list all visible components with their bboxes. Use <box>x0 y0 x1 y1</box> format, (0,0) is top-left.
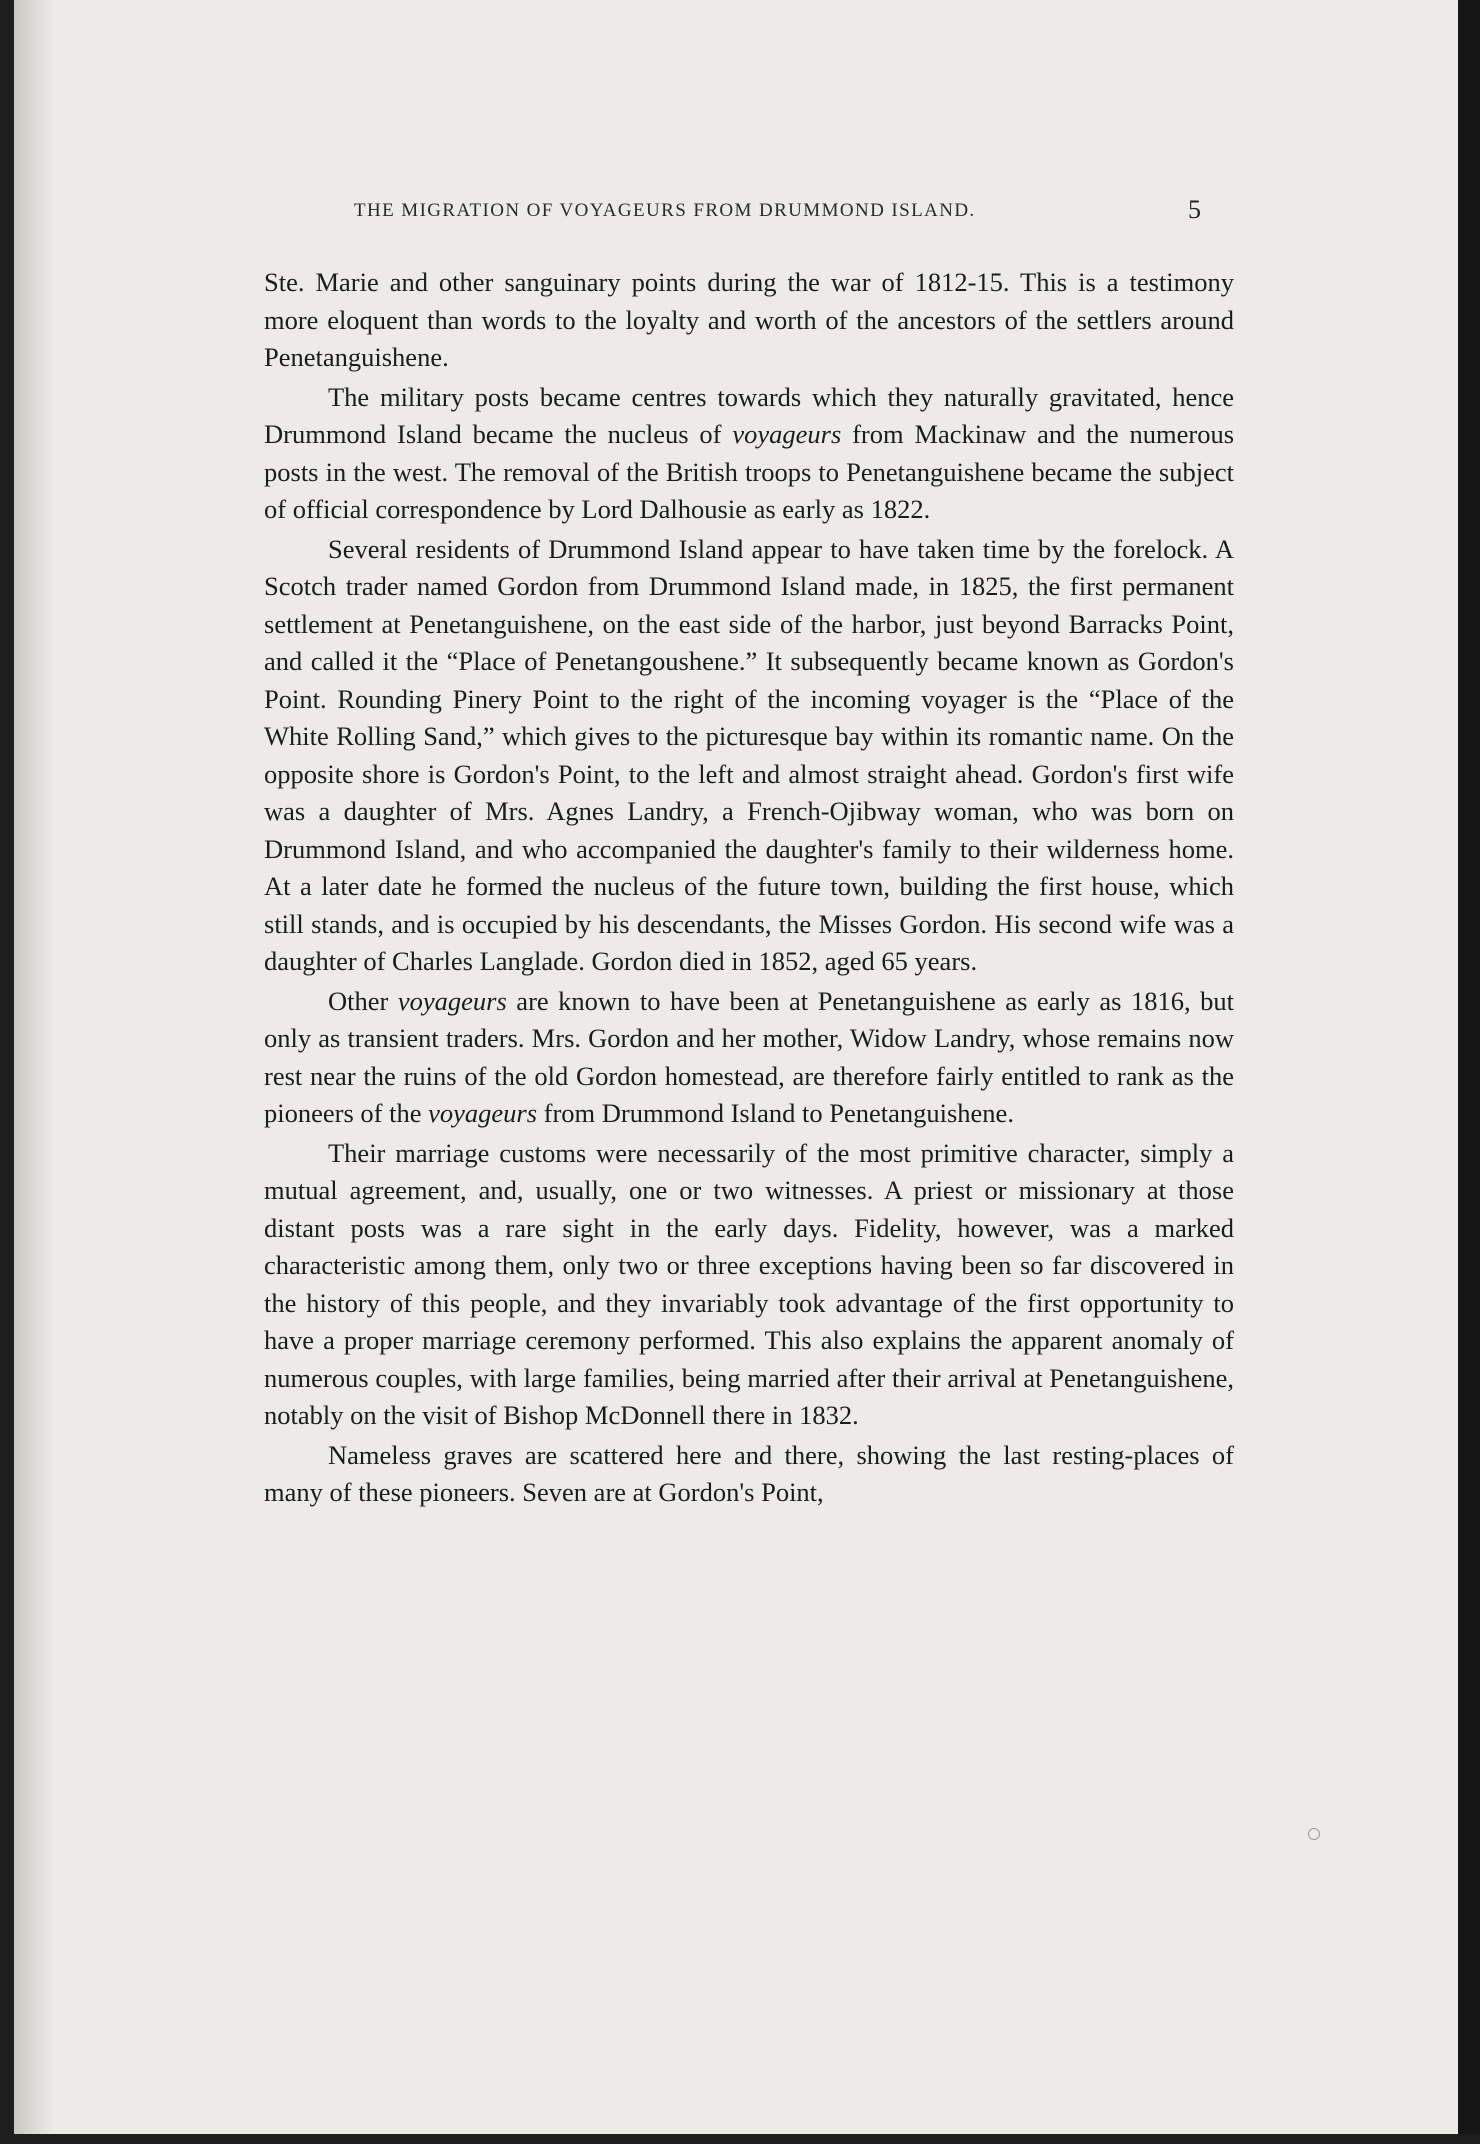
text-run: Their marriage customs were necessarily of the most primitive character, simply a mutual agreement, and, usually, one or two witnesses. A priest or missionary at those distant posts was a rare sight in the early days. Fidelity, however, was a marked characteristic among them, only two or three exceptions having been so far discovered in the history of this people, and they invariably took advantage of the first opportunity to have a proper marriage ceremony performed. This also explains the apparent anomaly of numerous couples, with large families, being married after their arrival at Penetanguishene, notably on the visit of Bishop McDonnell there in 1832. <box>264 1137 1234 1430</box>
paragraph <box>264 379 1234 529</box>
paragraph <box>264 1135 1234 1435</box>
page-number: 5 <box>1188 195 1201 224</box>
paper-speck <box>1308 1828 1320 1840</box>
page-gutter-shadow <box>14 0 54 2134</box>
italic-term: voyageurs <box>428 1098 538 1128</box>
body-text <box>264 264 1234 1512</box>
paragraph <box>264 983 1234 1133</box>
paragraph <box>264 1437 1234 1512</box>
text-run: Several residents of Drummond Island appear to have taken time by the forelock. A Scotch trader named Gordon from Drummond Island made, in 1825, the first permanent settlement at Penetanguishene, on the east side of the harbor, just beyond Barracks Point, and called it the “Place of Penetangoushene.” It subsequently became known as Gordon's Point. Rounding Pinery Point to the right of the incoming voyager is the “Place of the White Rolling Sand,” which gives to the picturesque bay within its romantic name. On the opposite shore is Gordon's Point, to the left and almost straight ahead. Gordon's first wife was a daughter of Mrs. Agnes Landry, a French-Ojibway woman, who was born on Drummond Island, and who accompanied the daughter's family to their wilderness home. At a later date he formed the nucleus of the future town, building the first house, which still stands, and is occupied by his descendants, the Misses Gordon. His second wife was a daughter of Charles Langlade. Gordon died in 1852, aged 65 years. <box>264 533 1234 976</box>
text-run: are known to have been at Penetanguishene as early as 1816, but only as transient traders. Mrs. Gordon and her mother, Widow Landry, whose remains now rest near the ruins of the old Gordon homestead, are therefore fairly entitled to rank as the pioneers of the <box>264 985 1234 1128</box>
text-run: from Mackinaw and the numerous posts in the west. The removal of the British troops to Penetanguishene became the subject of official correspondence by Lord Dalhousie as early as 1822. <box>264 419 1235 524</box>
paragraph <box>264 264 1234 377</box>
scan-edge-bottom <box>0 2134 1480 2144</box>
text-run: Other <box>328 985 398 1016</box>
text-run: Ste. Marie and other sanguinary points during the war of 1812-15. This is a testimony more eloquent than words to the loyalty and worth of the ancestors of the settlers around Penetanguishene. <box>264 267 1234 372</box>
text-run: Nameless graves are scattered here and there, showing the last resting-places of many of these pioneers. Seven are at Gordon's Point, <box>264 1439 1234 1507</box>
text-run: from Drummond Island to Penetanguishene. <box>537 1098 1014 1128</box>
paragraph <box>264 531 1234 981</box>
scan-edge-right <box>1458 0 1480 2144</box>
running-title: THE MIGRATION OF VOYAGEURS FROM DRUMMOND ISLAND. <box>354 200 976 221</box>
italic-term: voyageurs <box>397 985 507 1016</box>
scan-edge-left <box>0 0 14 2144</box>
text-run: The military posts became centres towards which they naturally gravitated, hence Drummond Island became the nucleus of <box>264 381 1234 449</box>
italic-term: voyageurs <box>732 419 842 449</box>
book-page <box>14 0 1458 2134</box>
